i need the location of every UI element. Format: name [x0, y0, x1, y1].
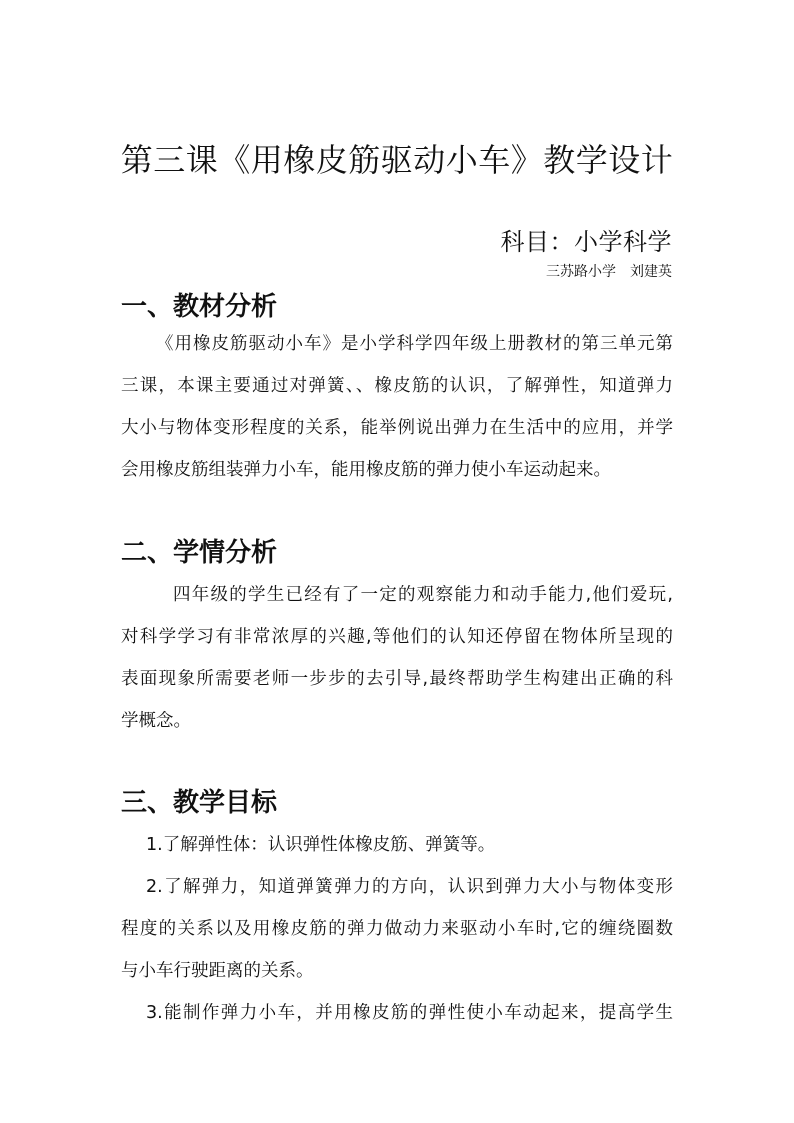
paragraph-line: 对科学学习有非常浓厚的兴趣,等他们的认知还停留在物体所呈现的	[121, 627, 673, 647]
section-body-teaching-objectives	[121, 824, 673, 1034]
document-title: 第三课《用橡皮筋驱动小车》教学设计	[120, 141, 674, 179]
subject-label: 科目：小学科学	[500, 228, 672, 256]
paragraph-line: 《用橡皮筋驱动小车》是小学科学四年级上册教材的第三单元第	[156, 334, 673, 354]
paragraph-line: 会用橡皮筋组装弹力小车，能用橡皮筋的弹力使小车运动起来。	[121, 460, 611, 480]
paragraph-line: 表面现象所需要老师一步步的去引导,最终帮助学生构建出正确的科	[121, 669, 673, 689]
objective-line: 3.能制作弹力小车，并用橡皮筋的弹性使小车动起来，提高学生	[146, 1003, 673, 1023]
paragraph-line: 学概念。	[121, 711, 191, 731]
objective-line: 2.了解弹力，知道弹簧弹力的方向，认识到弹力大小与物体变形	[146, 877, 673, 897]
paragraph-line: 三课，本课主要通过对弹簧、、橡皮筋的认识，了解弹性，知道弹力	[121, 376, 673, 396]
paragraph-line: 四年级的学生已经有了一定的观察能力和动手能力,他们爱玩,	[173, 585, 673, 605]
section-heading-student-analysis: 二、学情分析	[121, 538, 278, 568]
objective-line: 1.了解弹性体：认识弹性体橡皮筋、弹簧等。	[146, 835, 496, 855]
section-body-textbook-analysis	[121, 323, 673, 491]
author-label: 三苏路小学 刘建英	[546, 264, 672, 280]
section-heading-teaching-objectives: 三、教学目标	[121, 788, 278, 818]
section-body-student-analysis	[121, 574, 673, 742]
section-heading-textbook-analysis: 一、教材分析	[121, 292, 278, 322]
paragraph-line: 大小与物体变形程度的关系，能举例说出弹力在生活中的应用，并学	[121, 418, 673, 438]
objective-line: 程度的关系以及用橡皮筋的弹力做动力来驱动小车时,它的缠绕圈数	[121, 919, 673, 939]
objective-line: 与小车行驶距离的关系。	[121, 961, 314, 981]
